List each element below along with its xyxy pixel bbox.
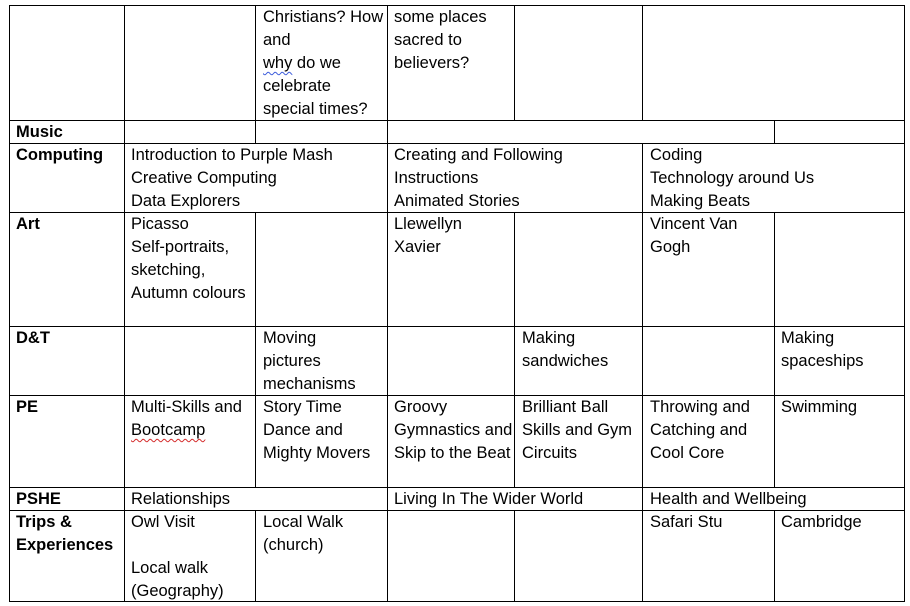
pshe-spring: Living In The Wider World [394, 490, 584, 508]
col-divider [514, 5, 515, 121]
pe-summer1: Throwing and Catching and Cool Core [650, 398, 750, 462]
table-border-left [9, 5, 10, 602]
computing-spring: Creating and Following Instructions Animated Stories [394, 146, 563, 210]
row-header-pshe: PSHE [16, 490, 61, 508]
pe-spring2: Brilliant Ball Skills and Gym Circuits [522, 398, 633, 462]
row-header-dt: D&T [16, 329, 50, 347]
dt-summer2: Making spaceships [781, 329, 864, 370]
pe-autumn1-text-a: Multi-Skills and [131, 398, 242, 416]
trips-summer2: Cambridge [781, 513, 862, 531]
col-divider [255, 5, 256, 144]
row-divider [9, 120, 905, 121]
row-divider [9, 326, 905, 327]
dt-spring2: Making sandwiches [522, 329, 609, 370]
pe-autumn2: Story Time Dance and Mighty Movers [263, 398, 371, 462]
table-border-right [904, 5, 905, 602]
col-divider [642, 143, 643, 602]
art-spring1: Llewellyn Xavier [394, 215, 462, 256]
row-header-trips: Trips & Experiences [16, 513, 114, 554]
row-header-art: Art [16, 215, 40, 233]
col-divider [255, 510, 256, 602]
col-divider [514, 212, 515, 488]
dt-autumn2: Moving pictures mechanisms [263, 329, 356, 393]
col-divider [774, 510, 775, 602]
art-autumn1: Picasso Self-portraits, sketching, Autumn colours [131, 215, 246, 302]
col-divider [774, 120, 775, 144]
pe-autumn1 [131, 396, 255, 442]
trips-autumn1: Owl Visit Local walk (Geography) [131, 513, 224, 600]
computing-autumn: Introduction to Purple Mash Creative Computing Data Explorers [131, 146, 333, 210]
re-autumn2-text-b: why [263, 54, 293, 72]
col-divider [642, 5, 643, 121]
pe-summer2: Swimming [781, 398, 858, 416]
col-divider [774, 212, 775, 488]
row-header-computing: Computing [16, 146, 104, 164]
pshe-summer: Health and Wellbeing [650, 490, 807, 508]
row-header-pe: PE [16, 398, 39, 416]
trips-autumn2: Local Walk (church) [263, 513, 344, 554]
row-header-music: Music [16, 123, 63, 141]
computing-summer: Coding Technology around Us Making Beats [650, 146, 815, 210]
col-divider [514, 510, 515, 602]
re-autumn2-cell [263, 6, 385, 121]
curriculum-table [9, 5, 905, 602]
pshe-autumn: Relationships [131, 490, 231, 508]
pe-autumn1-text-b: Bootcamp [131, 421, 206, 439]
col-divider [387, 5, 388, 602]
re-spring1-cell: some places sacred to believers? [394, 8, 487, 72]
re-autumn2-text-a: Christians? How and [263, 8, 384, 49]
pe-spring1: Groovy Gymnastics and Skip to the Beat [394, 398, 513, 462]
trips-summer1: Safari Stu [650, 513, 723, 531]
re-autumn2-text-c: do we celebrate special times? [263, 54, 368, 118]
col-divider [255, 212, 256, 488]
col-divider [124, 5, 125, 602]
art-summer1: Vincent Van Gogh [650, 215, 738, 256]
